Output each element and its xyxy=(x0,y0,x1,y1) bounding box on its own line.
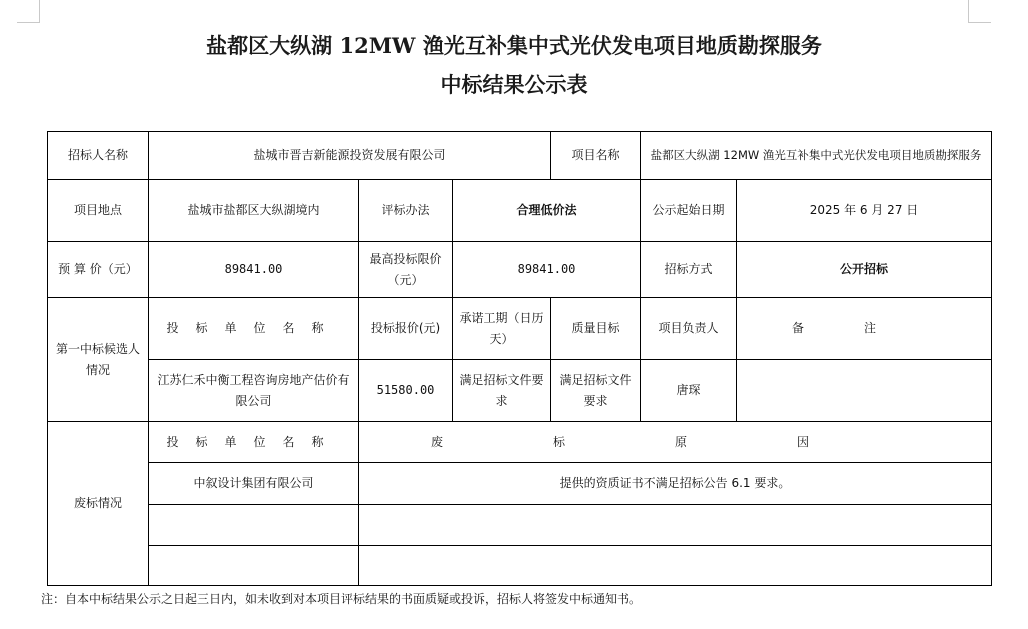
candidate-quality-header: 质量目标 xyxy=(551,298,641,360)
max-price-label: 最高投标限价（元） xyxy=(359,242,453,298)
disqualified-reason-value xyxy=(359,546,992,586)
disqualified-reason-value xyxy=(359,505,992,546)
tenderer-value: 盐城市晋吉新能源投资发展有限公司 xyxy=(149,132,551,180)
project-name-label: 项目名称 xyxy=(551,132,641,180)
location-value: 盐城市盐都区大纵湖境内 xyxy=(149,180,359,242)
disqualified-header-row xyxy=(48,422,992,463)
candidate-manager-header: 项目负责人 xyxy=(641,298,737,360)
candidate-section-label: 第一中标候选人情况 xyxy=(48,298,149,422)
disqualified-bidder-value xyxy=(149,505,359,546)
start-date-label: 公示起始日期 xyxy=(641,180,737,242)
disqualified-row xyxy=(48,505,992,546)
page-corner-mark-right xyxy=(968,0,991,23)
result-table xyxy=(47,131,992,586)
candidate-header-row xyxy=(48,298,992,360)
candidate-period-header: 承诺工期（日历天） xyxy=(453,298,551,360)
table-row-tenderer xyxy=(48,132,992,180)
table-row-location xyxy=(48,180,992,242)
disqualified-section-label: 废标情况 xyxy=(48,422,149,586)
candidate-period-value: 满足招标文件要求 xyxy=(453,360,551,422)
table-row-budget xyxy=(48,242,992,298)
disqualified-row xyxy=(48,546,992,586)
project-name-value: 盐都区大纵湖 12MW 渔光互补集中式光伏发电项目地质勘探服务 xyxy=(641,132,992,180)
disqualified-reason-header: 废标原因 xyxy=(359,422,992,463)
candidate-remark-value xyxy=(737,360,992,422)
footnote: 注：自本中标结果公示之日起三日内，如未收到对本项目评标结果的书面质疑或投诉，招标人将签发中标通知书。 xyxy=(41,592,642,606)
document-title: 盐都区大纵湖 12MW 渔光互补集中式光伏发电项目地质勘探服务 xyxy=(206,33,822,58)
tenderer-label: 招标人名称 xyxy=(48,132,149,180)
max-price-value: 89841.00 xyxy=(453,242,641,298)
candidate-data-row xyxy=(48,360,992,422)
candidate-price-header: 投标报价(元) xyxy=(359,298,453,360)
disqualified-bidder-value xyxy=(149,546,359,586)
evaluation-method-label: 评标办法 xyxy=(359,180,453,242)
disqualified-reason-value: 提供的资质证书不满足招标公告 6.1 要求。 xyxy=(359,463,992,505)
budget-label: 预 算 价（元） xyxy=(48,242,149,298)
evaluation-method-value: 合理低价法 xyxy=(453,180,641,242)
tender-type-label: 招标方式 xyxy=(641,242,737,298)
budget-value: 89841.00 xyxy=(149,242,359,298)
candidate-quality-value: 满足招标文件要求 xyxy=(551,360,641,422)
document-subtitle: 中标结果公示表 xyxy=(440,72,588,97)
candidate-price-value: 51580.00 xyxy=(359,360,453,422)
candidate-remark-header: 备注 xyxy=(737,298,992,360)
start-date-value: 2025 年 6 月 27 日 xyxy=(737,180,992,242)
candidate-manager-value: 唐琛 xyxy=(641,360,737,422)
candidate-bidder-value: 江苏仁禾中衡工程咨询房地产估价有限公司 xyxy=(149,360,359,422)
tender-type-value: 公开招标 xyxy=(737,242,992,298)
location-label: 项目地点 xyxy=(48,180,149,242)
page-corner-mark-left xyxy=(17,0,40,23)
candidate-bidder-header: 投标单位名称 xyxy=(149,298,359,360)
disqualified-bidder-value: 中叙设计集团有限公司 xyxy=(149,463,359,505)
disqualified-bidder-header: 投标单位名称 xyxy=(149,422,359,463)
disqualified-row xyxy=(48,463,992,505)
